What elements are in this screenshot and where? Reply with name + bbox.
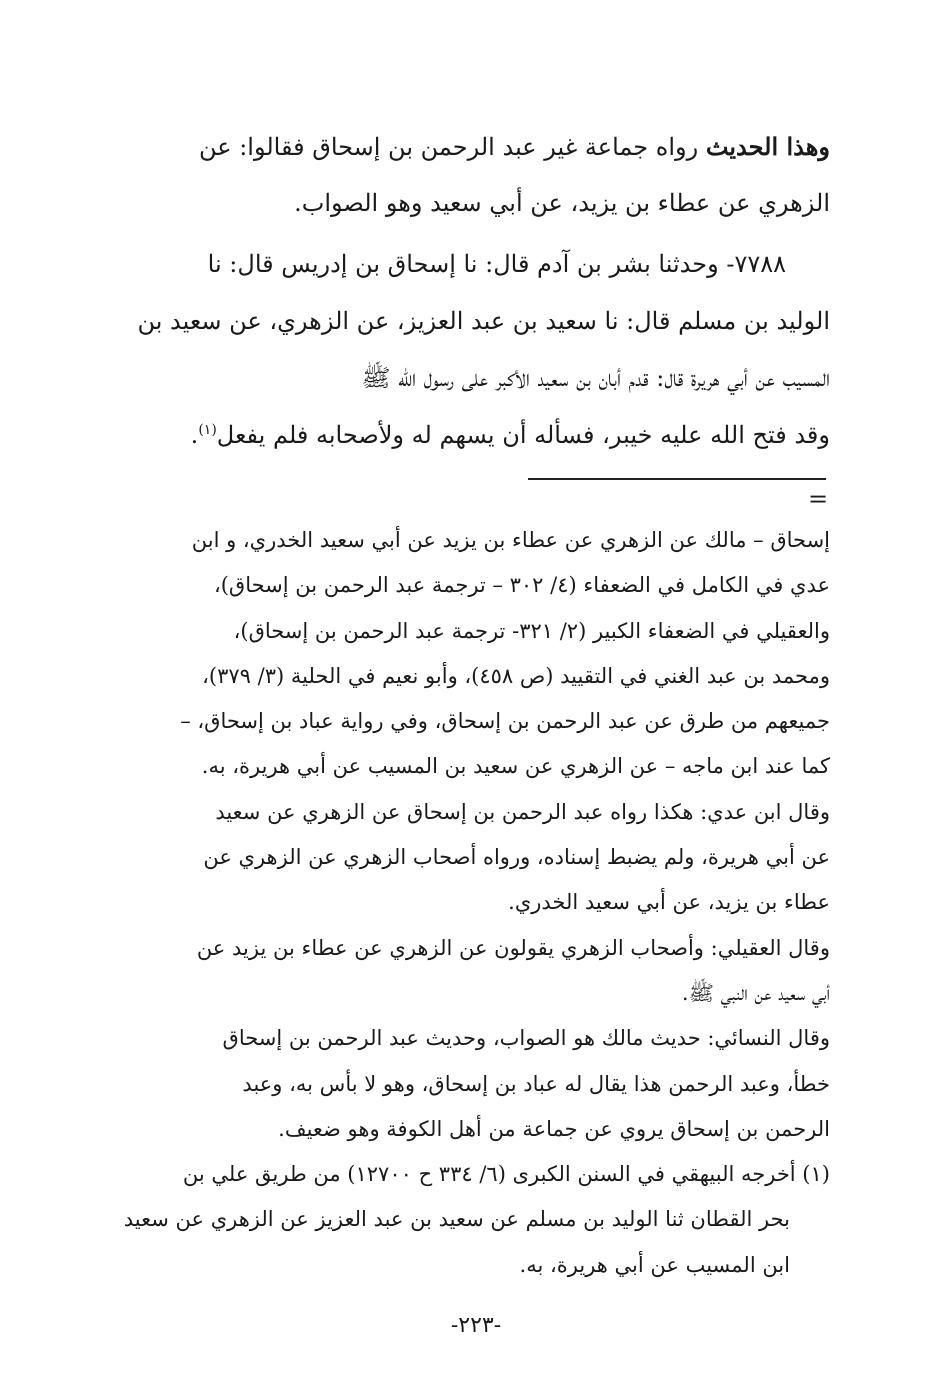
footnote-line: جميعهم من طرق عن عبد الرحمن بن إسحاق، وفي رواية عباد بن إسحاق، – xyxy=(180,709,830,734)
footnote-reference: (١) xyxy=(198,422,217,438)
footnote-line: أبي سعيد عن النبي ﷺ. xyxy=(681,980,830,1005)
footnote-line: إسحاق – مالك عن الزهري عن عطاء بن يزيد عن أبي سعيد الخدري، و ابن xyxy=(191,528,830,552)
footnote-line: وقال العقيلي: وأصحاب الزهري يقولون عن الزهري عن عطاء بن يزيد عن xyxy=(196,935,830,960)
footnotes xyxy=(118,518,830,1288)
footnote-line: ومحمد بن عبد الغني في التقييد (ص ٤٥٨)، وأبو نعيم في الحلية (٣/ ٣٧٩)، xyxy=(202,663,830,688)
main-paragraph-1 xyxy=(118,118,830,232)
bold-lead: وهذا الحديث xyxy=(705,132,830,161)
footnote-line: بحر القطان ثنا الوليد بن مسلم عن سعيد بن عبد العزيز عن الزهري عن سعيد xyxy=(123,1207,790,1232)
footnote-line: والعقيلي في الضعفاء الكبير (٢/ ٣٢١- ترجمة عبد الرحمن بن إسحاق)، xyxy=(233,618,830,643)
footnote-line: الرحمن بن إسحاق يروي عن جماعة من أهل الكوفة وهو ضعيف. xyxy=(278,1116,830,1141)
footnote-line: عطاء بن يزيد، عن أبي سعيد الخدري. xyxy=(508,890,830,915)
footnote-line: وقال ابن عدي: هكذا رواه عبد الرحمن بن إسحاق عن الزهري عن سعيد xyxy=(215,799,830,824)
main-line xyxy=(118,407,830,464)
footnote-line: وقال النسائي: حديث مالك هو الصواب، وحديث عبد الرحمن بن إسحاق xyxy=(222,1026,830,1051)
continuation-mark: = xyxy=(808,485,829,513)
main-line: الزهري عن عطاء بن يزيد، عن أبي سعيد وهو الصواب. xyxy=(294,189,830,217)
main-line: المسيب عن أبي هريرة قال: قدم أبان بن سعيد الأكبر على رسول الله ﷺ xyxy=(361,364,830,392)
main-paragraph-2 xyxy=(118,236,830,464)
main-line-text: وقد فتح الله عليه خيبر، فسأله أن يسهم له ولأصحابه فلم يفعل xyxy=(216,421,830,449)
hadith-number-line: ٧٧٨٨- وحدثنا بشر بن آدم قال: نا إسحاق بن إدريس قال: نا xyxy=(207,250,786,278)
footnote-line: ابن المسيب عن أبي هريرة، به. xyxy=(519,1252,790,1277)
footnote-line: عدي في الكامل في الضعفاء (٤/ ٣٠٢ – ترجمة عبد الرحمن بن إسحاق)، xyxy=(213,573,830,598)
period: . xyxy=(190,421,199,449)
main-line xyxy=(118,118,830,175)
footnote-line: عن أبي هريرة، ولم يضبط إسناده، ورواه أصحاب الزهري عن الزهري عن xyxy=(203,845,830,870)
footnote-separator xyxy=(528,478,826,480)
footnote-line: كما عند ابن ماجه – عن الزهري عن سعيد بن المسيب عن أبي هريرة، به. xyxy=(201,754,830,779)
main-line-text: رواه جماعة غير عبد الرحمن بن إسحاق فقالوا: عن xyxy=(198,133,706,161)
footnote-line: خطأ، وعبد الرحمن هذا يقال له عباد بن إسحاق، وهو لا بأس به، وعبد xyxy=(242,1071,830,1096)
main-line: الوليد بن مسلم قال: نا سعيد بن عبد العزيز، عن الزهري، عن سعيد بن xyxy=(137,307,830,335)
page-number: -٢٢٣- xyxy=(450,1313,502,1338)
footnote-line: (١) أخرجه البيهقي في السنن الكبرى (٦/ ٣٣٤ ح ١٢٧٠٠) من طريق علي بن xyxy=(182,1162,830,1187)
